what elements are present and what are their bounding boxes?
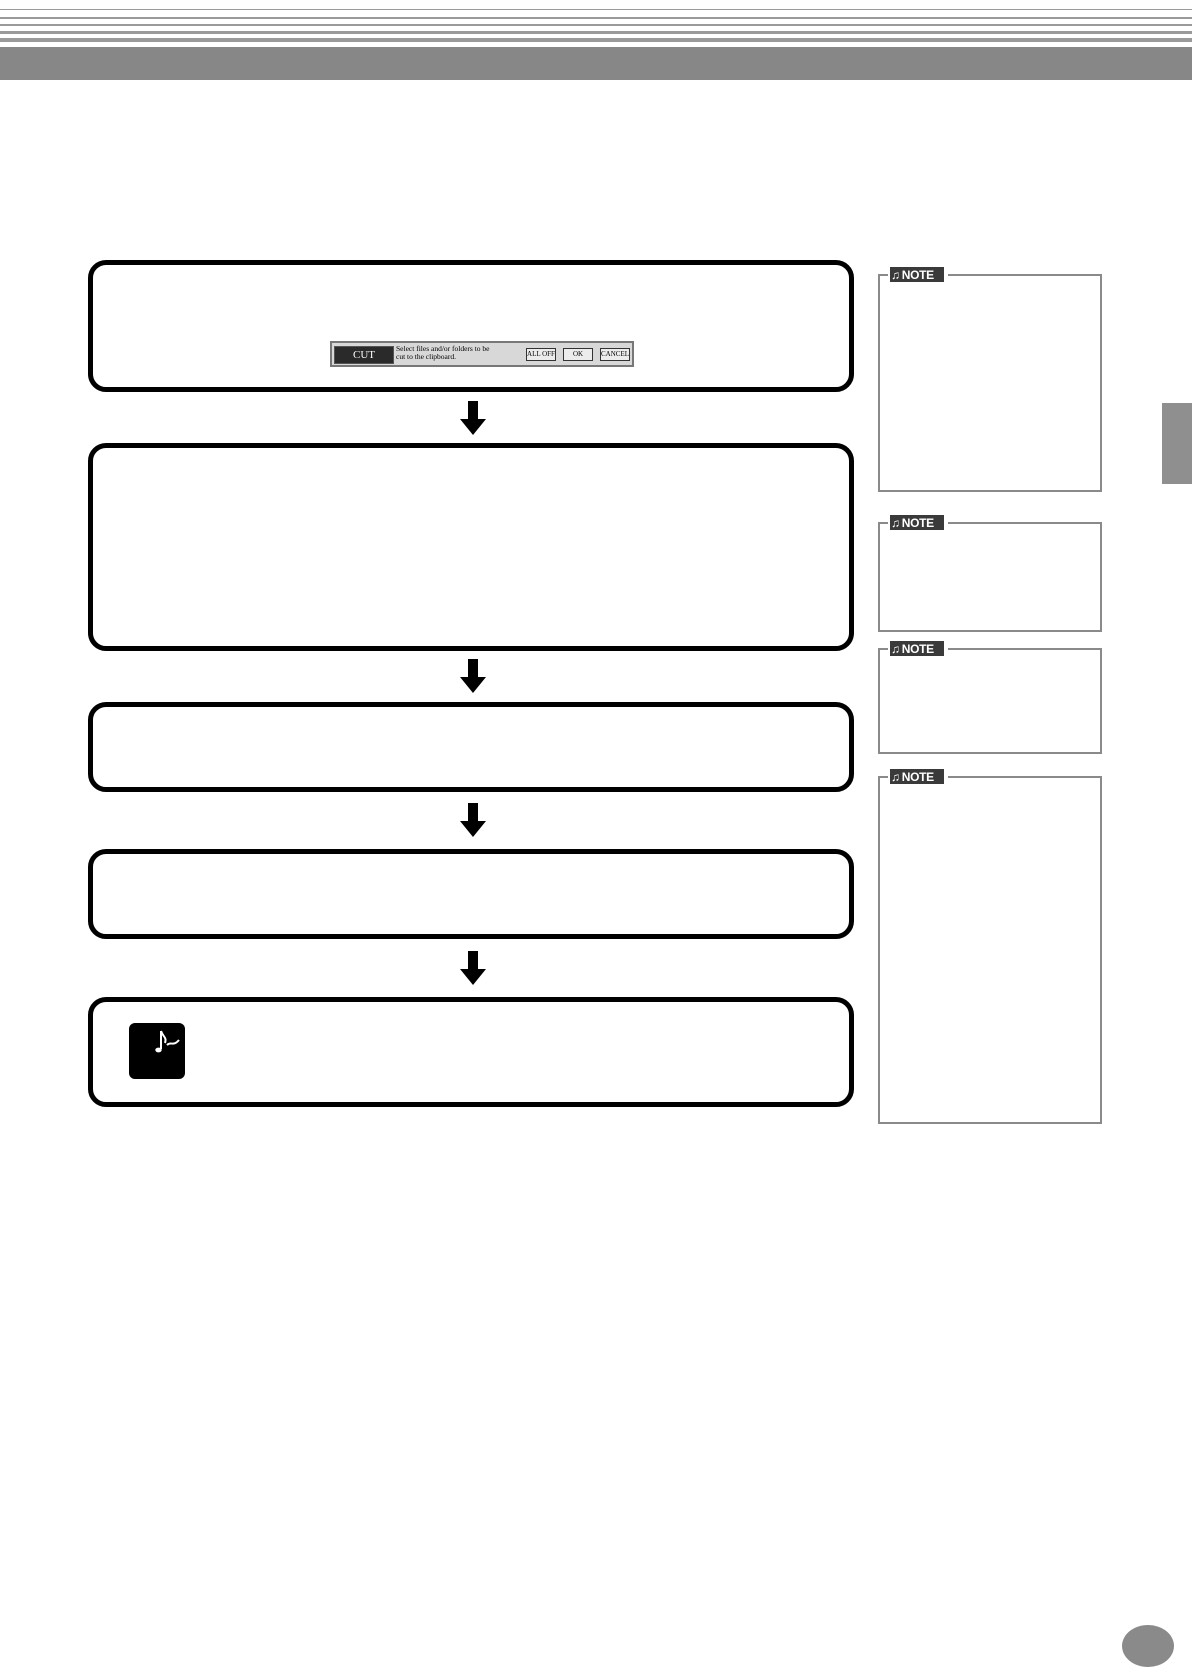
step-box-5 [88, 997, 854, 1107]
header-rule [0, 31, 1192, 34]
note-badge [888, 515, 948, 531]
chapter-thumb-tab [1162, 403, 1192, 484]
header-rule [0, 24, 1192, 26]
down-arrow-icon [460, 659, 486, 693]
cut-message [396, 345, 516, 361]
note-badge [888, 769, 948, 785]
page-number-badge [1122, 1625, 1174, 1667]
step-box-4 [88, 849, 854, 939]
note-badge [888, 641, 948, 657]
header-rule [0, 17, 1192, 19]
down-arrow-icon [460, 803, 486, 837]
music-note-icon: ♫ [891, 641, 900, 656]
music-note-icon: ♫ [891, 515, 900, 530]
cut-dialog [330, 341, 634, 367]
music-note-icon: ♫ [891, 769, 900, 784]
header-rule [0, 9, 1192, 10]
note-box-3 [878, 641, 1102, 754]
note-badge-label: NOTE [901, 769, 934, 784]
down-arrow-icon [460, 951, 486, 985]
note-badge-label: NOTE [901, 641, 934, 656]
note-badge [888, 267, 948, 283]
header-rule [0, 38, 1192, 42]
note-box-4 [878, 769, 1102, 1124]
note-badge-label: NOTE [901, 515, 934, 530]
page-header-band [0, 0, 1192, 80]
step-box-1 [88, 260, 854, 392]
note-box-2 [878, 515, 1102, 632]
step-box-2 [88, 443, 854, 651]
cancel-button[interactable]: CANCEL [600, 348, 630, 361]
cut-mode-label: CUT [334, 346, 394, 364]
ok-button[interactable]: OK [563, 348, 593, 361]
note-box-1 [878, 267, 1102, 492]
all-off-button[interactable]: ALL OFF [526, 348, 556, 361]
cut-message-line2: cut to the clipboard. [396, 352, 456, 361]
header-bar [0, 47, 1192, 80]
music-note-icon: ♫ [891, 267, 900, 282]
note-badge-label: NOTE [901, 267, 934, 282]
caution-note-icon [129, 1023, 185, 1079]
down-arrow-icon [460, 401, 486, 435]
step-box-3 [88, 702, 854, 792]
cut-message-line1: Select files and/or folders to be [396, 344, 490, 353]
